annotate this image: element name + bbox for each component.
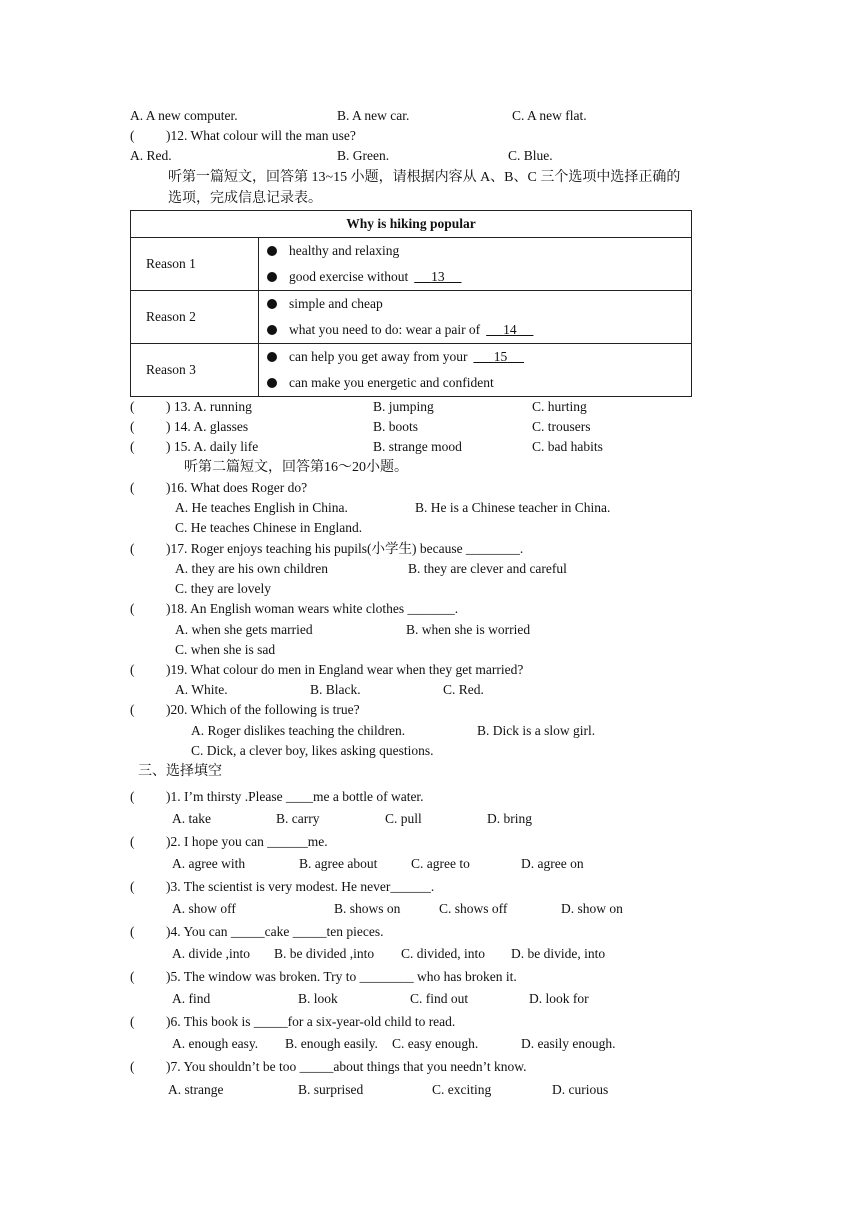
bullet-item: good exercise without 13 (259, 264, 691, 290)
bullet-dot-icon (267, 299, 277, 309)
q17-stem: )17. Roger enjoys teaching his pupils(小学生) because ________. (166, 541, 524, 556)
q19-option-b: B. Black. (310, 682, 361, 697)
q16-option-c: C. He teaches Chinese in England. (175, 520, 363, 535)
q16-option-a: A. He teaches English in China. (175, 500, 348, 515)
q19-option-c: C. Red. (443, 682, 484, 697)
s3-q7-stem: )7. You shouldn’t be too _____about things that you needn’t know. (166, 1059, 527, 1074)
s3-q7-option-b: B. surprised (298, 1082, 364, 1097)
q20-stem: )20. Which of the following is true? (166, 702, 360, 717)
s3-q1-option-d: D. bring (487, 811, 532, 826)
bullet-dot-icon (267, 246, 277, 256)
q16-option-b: B. He is a Chinese teacher in China. (415, 500, 611, 515)
q11-option-b: B. A new car. (337, 108, 410, 123)
q14-option-b: B. boots (373, 419, 419, 434)
s3-q5-option-c: C. find out (410, 991, 469, 1006)
q18-stem: )18. An English woman wears white clothes _______. (166, 601, 459, 616)
s3-q5-paren: ( (130, 969, 135, 984)
q17-paren: ( (130, 541, 135, 556)
q14-option-c: C. trousers (532, 419, 591, 434)
q16-paren: ( (130, 480, 135, 495)
q20-option-c: C. Dick, a clever boy, likes asking questions. (191, 743, 434, 758)
q15-option-c: C. bad habits (532, 439, 603, 454)
s3-q2-paren: ( (130, 834, 135, 849)
reason-1-label: Reason 1 (131, 238, 259, 291)
q18-option-c: C. when she is sad (175, 642, 276, 657)
q13-option-c: C. hurting (532, 399, 587, 414)
listen2-instruction: 听第二篇短文，回答第16～20小题。 (184, 460, 408, 475)
q19-stem: )19. What colour do men in England wear when they get married? (166, 662, 524, 677)
q12-paren: ( (130, 128, 135, 143)
s3-q1-option-b: B. carry (276, 811, 320, 826)
q15-option-b: B. strange mood (373, 439, 462, 454)
q18-paren: ( (130, 601, 135, 616)
listen1-instruction-line2: 选项，完成信息记录表。 (168, 191, 322, 206)
s3-q1-option-a: A. take (172, 811, 211, 826)
s3-q7-option-d: D. curious (552, 1082, 609, 1097)
q13-option-b: B. jumping (373, 399, 434, 414)
q12-stem: )12. What colour will the man use? (166, 128, 356, 143)
q16-stem: )16. What does Roger do? (166, 480, 308, 495)
s3-q5-stem: )5. The window was broken. Try to ________ who has broken it. (166, 969, 517, 984)
s3-q4-option-a: A. divide ,into (172, 946, 250, 961)
s3-q1-paren: ( (130, 789, 135, 804)
s3-q1-option-c: C. pull (385, 811, 422, 826)
s3-q4-stem: )4. You can _____cake _____ten pieces. (166, 924, 384, 939)
bullet-item: can make you energetic and confident (259, 370, 691, 396)
s3-q5-option-a: A. find (172, 991, 211, 1006)
s3-q6-stem: )6. This book is _____for a six-year-old child to read. (166, 1014, 456, 1029)
blank-15[interactable]: 15 (493, 349, 508, 364)
s3-q2-option-d: D. agree on (521, 856, 584, 871)
s3-q3-option-c: C. shows off (439, 901, 508, 916)
bullet-dot-icon (267, 378, 277, 388)
q13-paren: ( (130, 399, 135, 414)
bullet-item: simple and cheap (259, 291, 691, 317)
blank-14[interactable]: 14 (503, 322, 517, 337)
q17-option-b: B. they are clever and careful (408, 561, 567, 576)
s3-q4-paren: ( (130, 924, 135, 939)
s3-q6-option-b: B. enough easily. (285, 1036, 378, 1051)
s3-q3-option-a: A. show off (172, 901, 236, 916)
bullet-item: healthy and relaxing (259, 238, 691, 264)
q19-option-a: A. White. (175, 682, 228, 697)
q18-option-a: A. when she gets married (175, 622, 313, 637)
q20-option-b: B. Dick is a slow girl. (477, 723, 596, 738)
s3-q2-option-c: C. agree to (411, 856, 470, 871)
reason-2-label: Reason 2 (131, 291, 259, 344)
s3-q5-option-b: B. look (298, 991, 338, 1006)
q20-option-a: A. Roger dislikes teaching the children. (191, 723, 406, 738)
q14-option-a: ) 14. A. glasses (166, 419, 249, 434)
q18-option-b: B. when she is worried (406, 622, 531, 637)
q15-option-a: ) 15. A. daily life (166, 439, 259, 454)
section3-title: 三、选择填空 (138, 764, 222, 779)
q13-option-a: ) 13. A. running (166, 399, 252, 414)
q14-paren: ( (130, 419, 135, 434)
bullet-dot-icon (267, 272, 277, 282)
bullet-dot-icon (267, 325, 277, 335)
s3-q2-option-a: A. agree with (172, 856, 246, 871)
s3-q5-option-d: D. look for (529, 991, 589, 1006)
q12-option-b: B. Green. (337, 148, 390, 163)
bullet-dot-icon (267, 352, 277, 362)
s3-q1-stem: )1. I’m thirsty .Please ____me a bottle of water. (166, 789, 424, 804)
s3-q6-option-c: C. easy enough. (392, 1036, 479, 1051)
bullet-item: can help you get away from your 15 (259, 344, 691, 370)
q12-option-a: A. Red. (130, 148, 172, 163)
hiking-info-table (130, 210, 692, 397)
bullet-item: what you need to do: wear a pair of 14 (259, 317, 691, 343)
s3-q6-option-a: A. enough easy. (172, 1036, 259, 1051)
s3-q4-option-d: D. be divide, into (511, 946, 606, 961)
q15-paren: ( (130, 439, 135, 454)
blank-13[interactable]: 13 (431, 269, 445, 284)
s3-q4-option-b: B. be divided ,into (274, 946, 375, 961)
table-title: Why is hiking popular (131, 211, 692, 238)
q11-option-a: A. A new computer. (130, 108, 238, 123)
s3-q6-paren: ( (130, 1014, 135, 1029)
listen1-instruction-line1: 听第一篇短文，回答第 13~15 小题，请根据内容从 A、B、C 三个选项中选择正确的 (168, 170, 681, 185)
s3-q3-option-d: D. show on (561, 901, 623, 916)
s3-q2-option-b: B. agree about (299, 856, 378, 871)
s3-q4-option-c: C. divided, into (401, 946, 485, 961)
s3-q3-paren: ( (130, 879, 135, 894)
s3-q6-option-d: D. easily enough. (521, 1036, 616, 1051)
q17-option-c: C. they are lovely (175, 581, 271, 596)
q12-option-c: C. Blue. (508, 148, 553, 163)
s3-q2-stem: )2. I hope you can ______me. (166, 834, 328, 849)
s3-q3-stem: )3. The scientist is very modest. He never______. (166, 879, 435, 894)
s3-q7-option-a: A. strange (168, 1082, 224, 1097)
s3-q7-paren: ( (130, 1059, 135, 1074)
q19-paren: ( (130, 662, 135, 677)
reason-3-label: Reason 3 (131, 344, 259, 397)
s3-q7-option-c: C. exciting (432, 1082, 492, 1097)
q20-paren: ( (130, 702, 135, 717)
q17-option-a: A. they are his own children (175, 561, 328, 576)
s3-q3-option-b: B. shows on (334, 901, 401, 916)
q11-option-c: C. A new flat. (512, 108, 587, 123)
